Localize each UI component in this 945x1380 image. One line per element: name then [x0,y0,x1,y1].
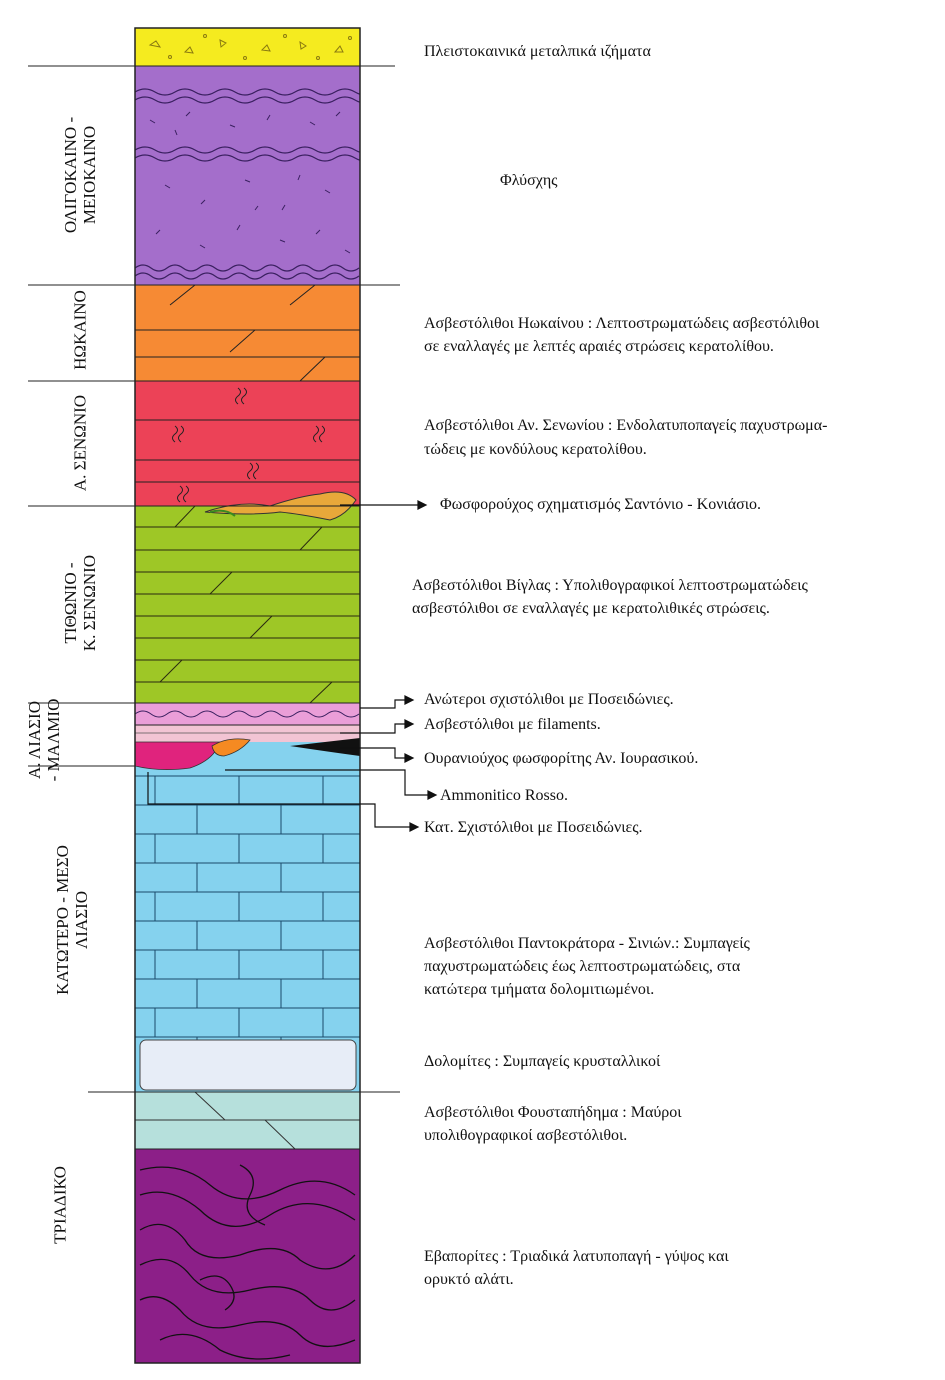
label-uranium-phosphorite: Ουρανιούχος φωσφορίτης Αν. Ιουρασικού. [424,750,699,767]
epoch-label-tithonian: ΤΙΘΩΝΙΟ - Κ. ΣΕΝΩΝΙΟ [61,554,99,652]
stratigraphic-column [135,28,375,1363]
label-dolomite: Δολομίτες : Συμπαγείς κρυσταλλικοί [424,1053,661,1070]
label-flysch: Φλύσχης [500,172,558,189]
layer-senonian-limestone [135,381,360,506]
label-upper-posidonia: Ανώτεροι σχιστόλιθοι με Ποσειδώνιες. [424,691,674,708]
label-ammonitico-rosso: Ammonitico Rosso. [440,787,569,804]
epoch-label-upper-lias: Α. ΛΙΑΣΙΟ - ΜΑΛΜΙΟ [25,698,63,782]
label-vigla-1: Ασβεστόλιθοι Βίγλας : Υπολιθογραφικοί λεπτοστρωματώδεις [412,577,808,594]
label-eocene-2: σε εναλλαγές με λεπτές αραιές στρώσεις κερατολίθου. [424,338,774,355]
layer-eocene-limestone [135,285,360,381]
layer-evaporites [135,1149,360,1363]
label-evaporites-1: Εβαπορίτες : Τριαδικά λατυποπαγή - γύψος και [424,1248,729,1265]
label-pantokrator-2: παχυστρωματώδεις έως λεπτοστρωματώδεις, στα [424,958,741,975]
label-foustapidima-2: υπολιθογραφικοί ασβεστόλιθοι. [424,1127,628,1144]
layer-quaternary [135,28,360,66]
label-filaments: Ασβεστόλιθοι με filaments. [424,716,601,733]
label-eocene-1: Ασβεστόλιθοι Ηωκαίνου : Λεπτοστρωματώδεις ασβεστόλιθοι [424,315,820,332]
label-senonian-1: Ασβεστόλιθοι Αν. Σενωνίου : Ενδολατυποπαγείς παχυστρωμα- [424,417,828,434]
epoch-label-senonian: Α. ΣΕΝΩΝΙΟ [70,394,90,492]
label-pantokrator-3: κατώτερα τμήματα δολομιτιωμένοι. [424,981,655,998]
label-quaternary: Πλειστοκαινικά μεταλπικά ιζήματα [424,43,651,60]
label-phosphate: Φωσφορούχος σχηματισμός Σαντόνιο - Κονιάσιο. [440,496,762,513]
layer-flysch [135,66,360,285]
label-senonian-2: τώδεις με κονδύλους κερατολίθου. [424,441,647,458]
epoch-label-lower-lias: ΚΑΤΩΤΕΡΟ - ΜΕΣΟ ΛΙΑΣΙΟ [53,845,91,995]
epoch-label-triassic: ΤΡΙΑΔΙΚΟ [50,1166,70,1244]
label-foustapidima-1: Ασβεστόλιθοι Φουσταπήδημα : Μαύροι [424,1104,682,1121]
label-evaporites-2: ορυκτό αλάτι. [424,1271,514,1288]
label-pantokrator-1: Ασβεστόλιθοι Παντοκράτορα - Σινιών.: Συμπαγείς [424,935,750,952]
label-vigla-2: ασβεστόλιθοι σε εναλλαγές με κερατολιθικές στρώσεις. [412,600,770,617]
epoch-label-oligocene: ΟΛΙΓΟΚΑΙΝΟ - ΜΕΙΟΚΑΙΝΟ [61,116,99,234]
epoch-label-eocene: ΗΩΚΑΙΝΟ [70,290,90,370]
label-lower-posidonia: Κατ. Σχιστόλιθοι με Ποσειδώνιες. [424,819,643,836]
layer-dolomite [140,1040,356,1090]
